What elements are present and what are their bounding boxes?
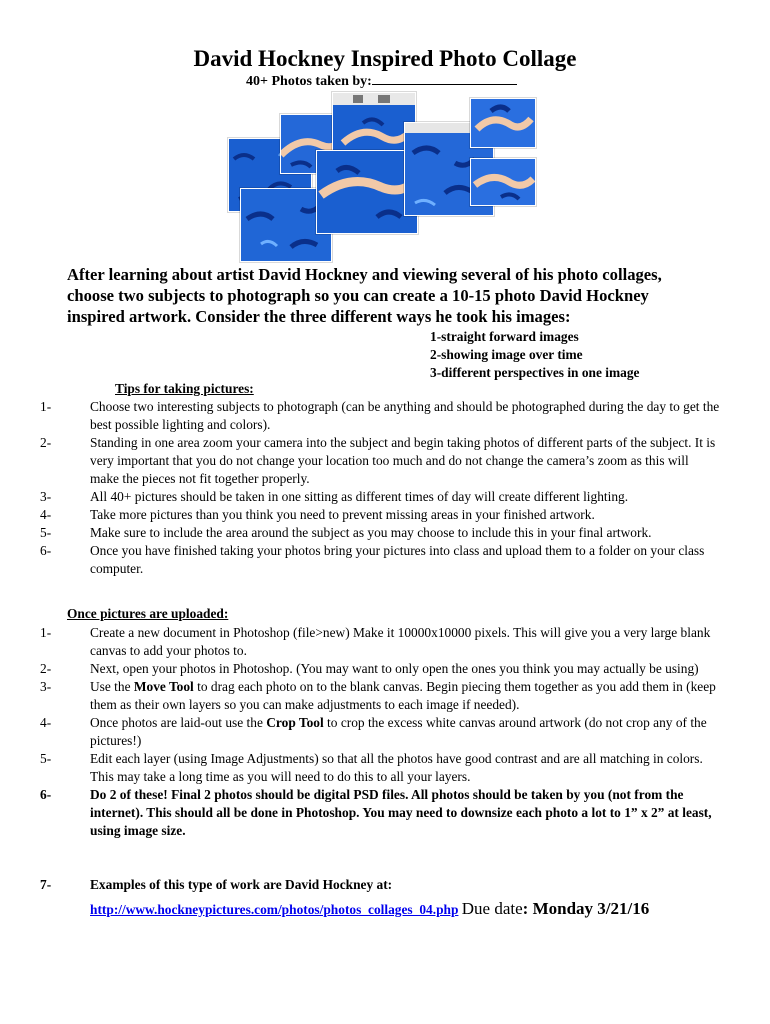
way-item: 2-showing image over time: [430, 347, 583, 362]
hockney-collages-link[interactable]: http://www.hockneypictures.com/photos/photos_collages_04.php: [90, 902, 459, 917]
list-item: 6- Once you have finished taking your photos bring your pictures into class and upload them to a folder on your class computer.: [40, 543, 705, 576]
intro-paragraph: After learning about artist David Hockney and viewing several of his photo collages, choose two subjects to photograph so you can create a 10-15 photo David Hockney inspired artwork. Consider the three different ways he took his images:: [67, 265, 662, 326]
list-item: 1- Create a new document in Photoshop (file>new) Make it 10000x10000 pixels. This will give you a very large blank canvas to add your photos to.: [40, 625, 711, 658]
way-item: 3-different perspectives in one image: [430, 365, 640, 380]
upload-heading: Once pictures are uploaded:: [67, 606, 229, 621]
list-item: 1- Choose two interesting subjects to photograph (can be anything and should be photographed during the day to get the best possible lighting and colors).: [40, 399, 720, 432]
crop-tool-label: Crop Tool: [266, 715, 324, 730]
photographer-line: [246, 72, 517, 90]
collage-photo-small: [470, 98, 536, 148]
hockney-collage-image: [220, 92, 550, 262]
list-item: 4- Once photos are laid-out use the Crop Tool to crop the excess white canvas around artwork (do not crop any of the pictures!): [40, 715, 707, 748]
list-item: 4- Take more pictures than you think you need to prevent missing areas in your finished artwork.: [40, 507, 595, 522]
page-title: David Hockney Inspired Photo Collage: [193, 46, 577, 71]
collage-photo: [316, 150, 418, 234]
list-item: 2- Standing in one area zoom your camera into the subject and begin taking photos of different parts of the subject. It is very important that you do not change your location too much and do not change the camera’s zoom as this will make the pieces not fit together properly.: [40, 435, 716, 486]
photoshop-steps-list: [40, 624, 720, 840]
collage-photo-small: [470, 158, 536, 206]
list-item: 2- Next, open your photos in Photoshop. (You may want to only open the ones you think you may actually be using): [40, 661, 699, 676]
list-item: 6- Do 2 of these! Final 2 photos should be digital PSD files. All photos should be taken by you (not from the internet). This should all be done in Photoshop. You may need to downsize each photo a lot to 1” x 2” at least, using image size.: [40, 787, 712, 838]
tips-heading: Tips for taking pictures:: [115, 381, 254, 396]
list-item: 5- Make sure to include the area around the subject as you may choose to include this in your final artwork.: [40, 525, 652, 540]
list-item: 7- Examples of this type of work are David Hockney at: http://www.hockneypictures.com/photos/photos_collages_04.php Due date: Monday 3/21/16: [40, 877, 650, 918]
three-ways-list: [430, 328, 640, 382]
way-item: 1-straight forward images: [430, 329, 579, 344]
tips-list: [40, 398, 720, 578]
list-item: 3- Use the Move Tool to drag each photo on to the blank canvas. Begin piecing them together as you add them in (keep them as their own layers so you can make adjustments to each image if needed).: [40, 679, 716, 712]
byline-label: 40+ Photos taken by:: [246, 74, 372, 89]
examples-list: [40, 876, 720, 919]
move-tool-label: Move Tool: [133, 679, 194, 694]
list-item: 3- All 40+ pictures should be taken in one sitting as different times of day will create different lighting.: [40, 489, 629, 504]
due-date-label: Due date: Monday 3/21/16: [461, 899, 650, 918]
list-item: 5- Edit each layer (using Image Adjustments) so that all the photos have good contrast and are all matching in colors. This may take a long time as you will need to do this to all your layers.: [40, 751, 703, 784]
name-blank-line: [372, 72, 517, 85]
due-date-value: Monday 3/21/16: [528, 899, 650, 918]
